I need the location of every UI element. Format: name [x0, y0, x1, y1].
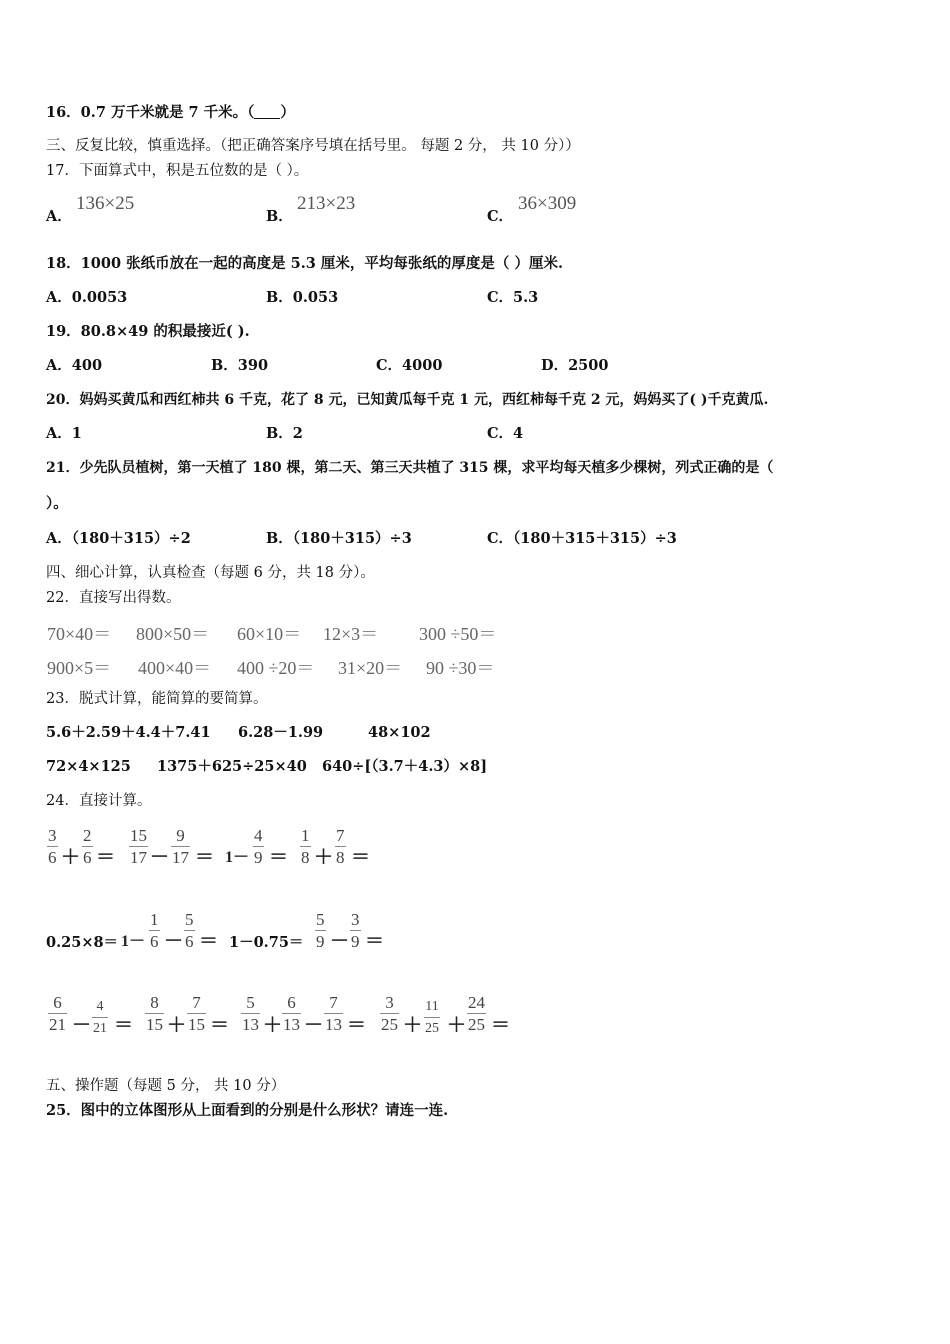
q20-option-b[interactable]: B．2 — [266, 425, 303, 442]
q23-item: 48×102 — [368, 724, 431, 741]
q21-option-b[interactable]: B．（180＋315）÷3 — [266, 530, 412, 547]
q23-stem: 23．脱式计算，能简算的要简算。 — [46, 691, 268, 707]
q22-item: 70×40＝ — [47, 624, 112, 644]
fraction: $\frac{1}{8}$ — [301, 826, 310, 867]
q17-option-a[interactable]: A． — [46, 208, 72, 225]
fraction: $\frac{4}{9}$ — [254, 826, 263, 867]
equals-sign: ＝ — [347, 1015, 367, 1036]
fraction: $\frac{5}{6}$ — [185, 910, 194, 951]
one-minus: 1－ — [225, 849, 250, 866]
q23-item: 72×4×125 — [46, 758, 131, 775]
q22-item: 400 ÷20＝ — [237, 658, 315, 678]
q25-stem: 25．图中的立体图形从上面看到的分别是什么形状？请连一连. — [46, 1102, 449, 1119]
section-3-title: 三、反复比较，慎重选择。（把正确答案序号填在括号里。 每题 2 分， 共 10 分）） — [46, 138, 580, 154]
q17-stem: 17．下面算式中，积是五位数的是（ ）。 — [46, 163, 309, 179]
q18-option-a[interactable]: A．0.0053 — [46, 289, 128, 306]
equals-sign: ＝ — [491, 1015, 511, 1036]
q21-stem-cont: ）。 — [46, 495, 68, 512]
plus-sign: ＋ — [314, 847, 334, 868]
minus-sign: － — [72, 1015, 92, 1036]
q22-item: 400×40＝ — [138, 658, 212, 678]
q22-item: 900×5＝ — [47, 658, 112, 678]
q19-option-a[interactable]: A．400 — [46, 357, 103, 374]
fraction: $\frac{11}{25}$ — [424, 997, 440, 1039]
plus-sign: ＋ — [167, 1015, 187, 1036]
q24-stem: 24．直接计算。 — [46, 793, 152, 809]
q16-close: ） — [280, 104, 295, 121]
equals-sign: ＝ — [114, 1015, 134, 1036]
q21-stem: 21．少先队员植树，第一天植了 180 棵，第二天、第三天共植了 315 棵，求平均每天植多少棵树，列式正确的是（ — [46, 460, 774, 476]
q18-option-c[interactable]: C．5.3 — [487, 289, 539, 306]
plus-sign: ＋ — [263, 1015, 283, 1036]
fraction: $\frac{7}{8}$ — [336, 826, 345, 867]
q22-item: 60×10＝ — [237, 624, 302, 644]
equals-sign: ＝ — [210, 1015, 230, 1036]
q22-item: 300 ÷50＝ — [419, 624, 497, 644]
fraction: $\frac{2}{6}$ — [83, 826, 92, 867]
q22-item: 800×50＝ — [136, 624, 210, 644]
q24-item: 0.25×8＝ — [46, 934, 119, 951]
minus-sign: － — [330, 931, 350, 952]
q16-text: 16．0.7 万千米就是 7 千米。（ — [46, 104, 255, 121]
q19-option-c[interactable]: C．4000 — [376, 357, 443, 374]
q17-option-b-expr: 213×23 — [297, 193, 356, 214]
q21-option-a[interactable]: A．（180＋315）÷2 — [46, 530, 191, 547]
q20-option-c[interactable]: C．4 — [487, 425, 524, 442]
q22-item: 90 ÷30＝ — [426, 658, 495, 678]
fraction: $\frac{5}{13}$ — [242, 993, 259, 1034]
fraction: $\frac{6}{13}$ — [283, 993, 300, 1034]
fraction: $\frac{3}{9}$ — [351, 910, 360, 951]
equals-sign: ＝ — [96, 847, 116, 868]
equals-sign: ＝ — [351, 847, 371, 868]
minus-sign: － — [304, 1015, 324, 1036]
fraction: $\frac{9}{17}$ — [172, 826, 189, 867]
plus-sign: ＋ — [61, 847, 81, 868]
plus-sign: ＋ — [447, 1015, 467, 1036]
q23-item: 5.6＋2.59＋4.4＋7.41 — [46, 724, 211, 741]
q17-option-b[interactable]: B． — [266, 208, 293, 225]
q19-stem: 19．80.8×49 的积最接近( ). — [46, 323, 250, 340]
q20-stem: 20．妈妈买黄瓜和西红柿共 6 千克，花了 8 元，已知黄瓜每千克 1 元，西红柿每千克 2 元，妈妈买了( )千克黄瓜. — [46, 392, 769, 408]
q22-stem: 22．直接写出得数。 — [46, 590, 181, 606]
fraction: $\frac{3}{25}$ — [381, 993, 398, 1034]
one-minus: 1－ — [121, 933, 146, 950]
fraction: $\frac{15}{17}$ — [130, 826, 147, 867]
q22-item: 31×20＝ — [338, 658, 403, 678]
plus-sign: ＋ — [403, 1015, 423, 1036]
minus-sign: － — [164, 931, 184, 952]
q16 — [46, 104, 295, 122]
q20-option-a[interactable]: A．1 — [46, 425, 82, 442]
equals-sign: ＝ — [269, 847, 289, 868]
fraction: $\frac{24}{25}$ — [468, 993, 485, 1034]
fraction: $\frac{3}{6}$ — [48, 826, 57, 867]
minus-sign: － — [150, 847, 170, 868]
q18-option-b[interactable]: B．0.053 — [266, 289, 339, 306]
q17-option-c-expr: 36×309 — [518, 193, 577, 214]
fraction: $\frac{7}{15}$ — [188, 993, 205, 1034]
section-4-title: 四、细心计算，认真检查（每题 6 分，共 18 分）。 — [46, 565, 375, 581]
equals-sign: ＝ — [199, 931, 219, 952]
equals-sign: ＝ — [365, 931, 385, 952]
fraction: $\frac{4}{21}$ — [92, 997, 108, 1039]
q18-stem: 18．1000 张纸币放在一起的高度是 5.3 厘米，平均每张纸的厚度是（ ）厘米. — [46, 255, 563, 272]
q23-item: 640÷[（3.7＋4.3）×8] — [322, 758, 488, 775]
q17-option-a-expr: 136×25 — [76, 193, 135, 214]
fraction: $\frac{5}{9}$ — [316, 910, 325, 951]
fraction: $\frac{8}{15}$ — [146, 993, 163, 1034]
q21-option-c[interactable]: C．（180＋315＋315）÷3 — [487, 530, 677, 547]
q24-item: 1－0.75＝ — [229, 934, 304, 951]
fraction: $\frac{6}{21}$ — [49, 993, 66, 1034]
fraction: $\frac{1}{6}$ — [150, 910, 159, 951]
q19-option-b[interactable]: B．390 — [211, 357, 269, 374]
q22-item: 12×3＝ — [323, 624, 379, 644]
q19-option-d[interactable]: D．2500 — [541, 357, 609, 374]
q17-option-c[interactable]: C． — [487, 208, 514, 225]
equals-sign: ＝ — [195, 847, 215, 868]
fraction: $\frac{7}{13}$ — [325, 993, 342, 1034]
section-5-title: 五、操作题（每题 5 分， 共 10 分） — [46, 1078, 286, 1094]
q23-item: 6.28－1.99 — [238, 724, 324, 741]
q16-answer-blank[interactable] — [254, 104, 280, 119]
q23-item: 1375＋625÷25×40 — [157, 758, 307, 775]
